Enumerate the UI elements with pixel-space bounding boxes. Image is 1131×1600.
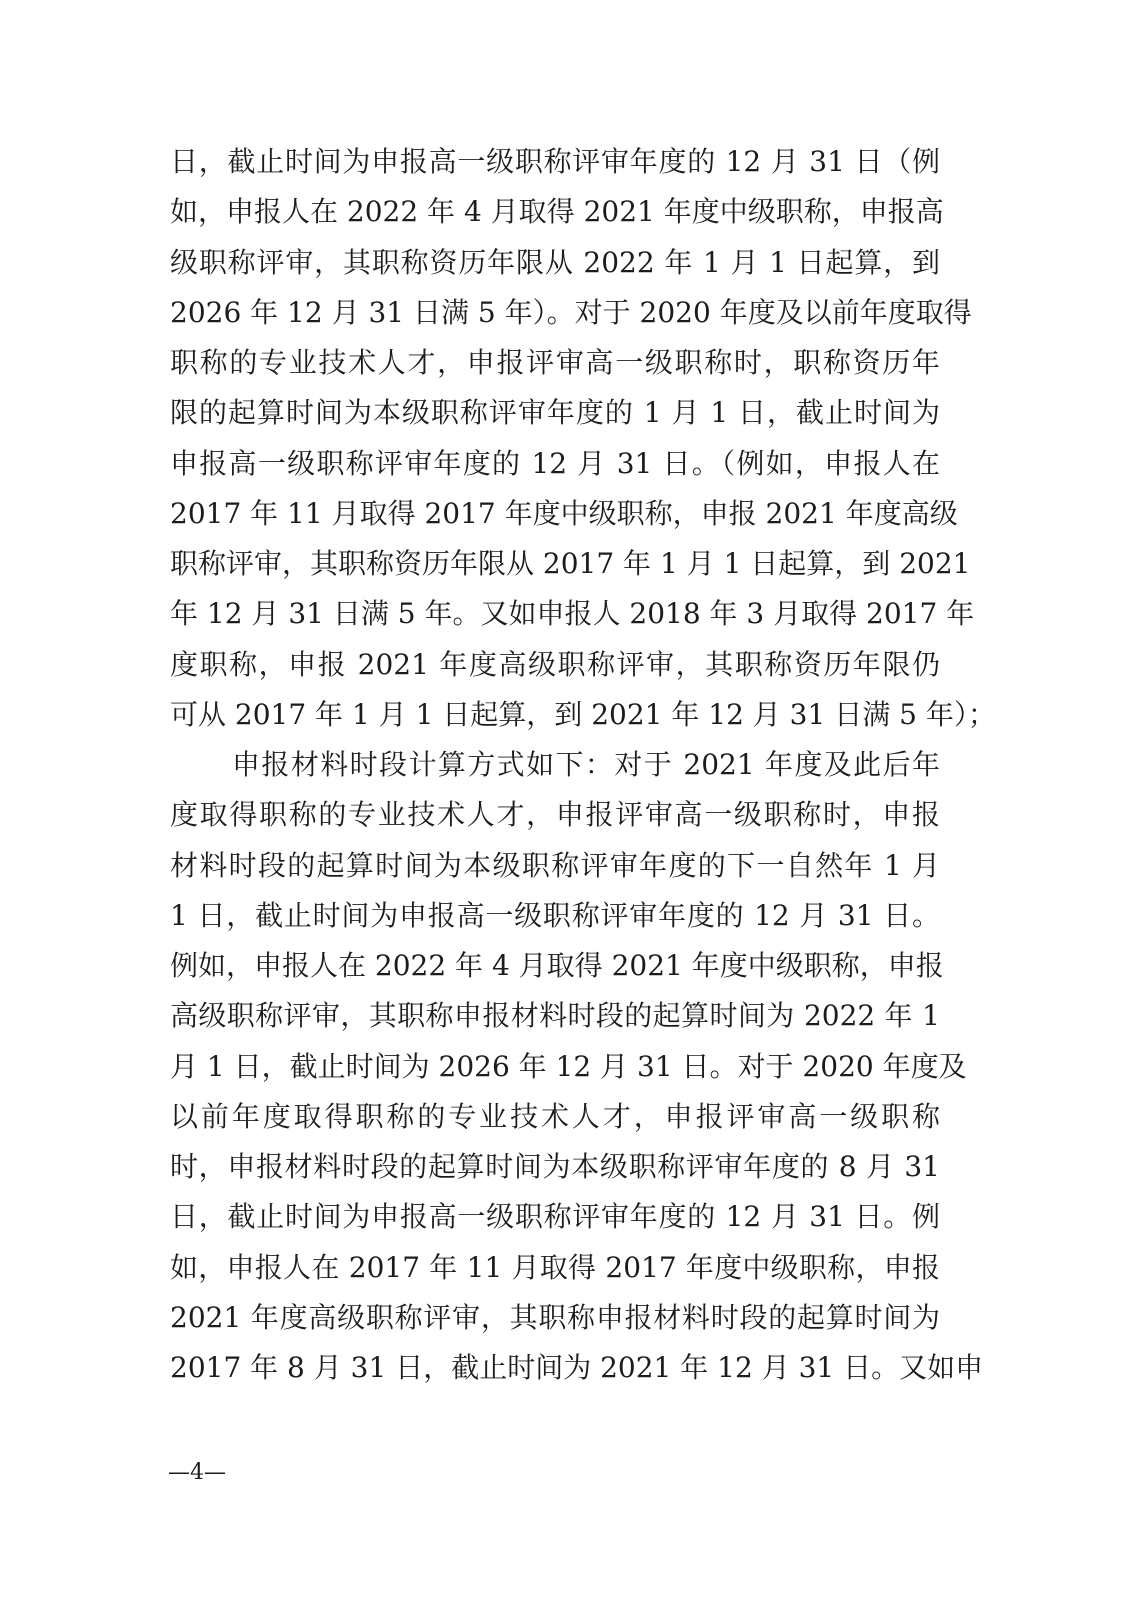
text-line: 例如，申报人在 2022 年 4 月取得 2021 年度中级职称，申报	[170, 949, 944, 982]
text-line: 如，申报人在 2022 年 4 月取得 2021 年度中级职称，申报高	[170, 195, 944, 229]
text-line: 级职称评审，其职称资历年限从 2022 年 1 月 1 日起算，到	[170, 245, 940, 279]
text-line: 2026 年 12 月 31 日满 5 年）。对于 2020 年度及以前年度取得	[170, 295, 972, 329]
text-line: 申报高一级职称评审年度的 12 月 31 日。（例如，申报人在	[170, 446, 940, 480]
text-line: 年 12 月 31 日满 5 年。又如申报人 2018 年 3 月取得 2017 年	[170, 597, 975, 631]
text-line: 以前年度取得职称的专业技术人才，申报评审高一级职称	[170, 1099, 940, 1133]
text-line: 日，截止时间为申报高一级职称评审年度的 12 月 31 日（例	[170, 145, 940, 178]
page-number: —4—	[168, 1460, 226, 1485]
text-line: 月 1 日，截止时间为 2026 年 12 月 31 日。对于 2020 年度及	[170, 1049, 967, 1083]
text-line: 日，截止时间为申报高一级职称评审年度的 12 月 31 日。例	[170, 1200, 940, 1234]
text-line: 如，申报人在 2017 年 11 月取得 2017 年度中级职称，申报	[170, 1250, 940, 1284]
text-line: 职称的专业技术人才，申报评审高一级职称时，职称资历年	[170, 346, 940, 379]
text-line: 高级职称评审，其职称申报材料时段的起算时间为 2022 年 1	[170, 999, 940, 1033]
body-text	[170, 137, 996, 1393]
paragraph	[170, 740, 984, 1393]
text-line: 时，申报材料时段的起算时间为本级职称评审年度的 8 月 31	[170, 1150, 940, 1183]
text-line: 度职称，申报 2021 年度高级职称评审，其职称资历年限仍	[170, 647, 940, 681]
text-line: 2021 年度高级职称评审，其职称申报材料时段的起算时间为	[170, 1300, 940, 1334]
text-line: 申报材料时段计算方式如下：对于 2021 年度及此后年	[232, 748, 940, 781]
text-line: 度取得职称的专业技术人才，申报评审高一级职称时，申报	[170, 798, 940, 832]
text-line: 职称评审，其职称资历年限从 2017 年 1 月 1 日起算，到 2021	[170, 547, 971, 580]
text-line: 材料时段的起算时间为本级职称评审年度的下一自然年 1 月	[170, 848, 940, 882]
text-line: 2017 年 8 月 31 日，截止时间为 2021 年 12 月 31 日。又如申	[170, 1351, 984, 1384]
text-line: 2017 年 11 月取得 2017 年度中级职称，申报 2021 年度高级	[170, 496, 958, 530]
text-line: 限的起算时间为本级职称评审年度的 1 月 1 日，截止时间为	[170, 396, 940, 430]
text-line: 1 日，截止时间为申报高一级职称评审年度的 12 月 31 日。	[170, 898, 940, 932]
paragraph	[170, 137, 996, 740]
text-line: 可从 2017 年 1 月 1 日起算，到 2021 年 12 月 31 日满 5 年）；	[170, 697, 996, 731]
